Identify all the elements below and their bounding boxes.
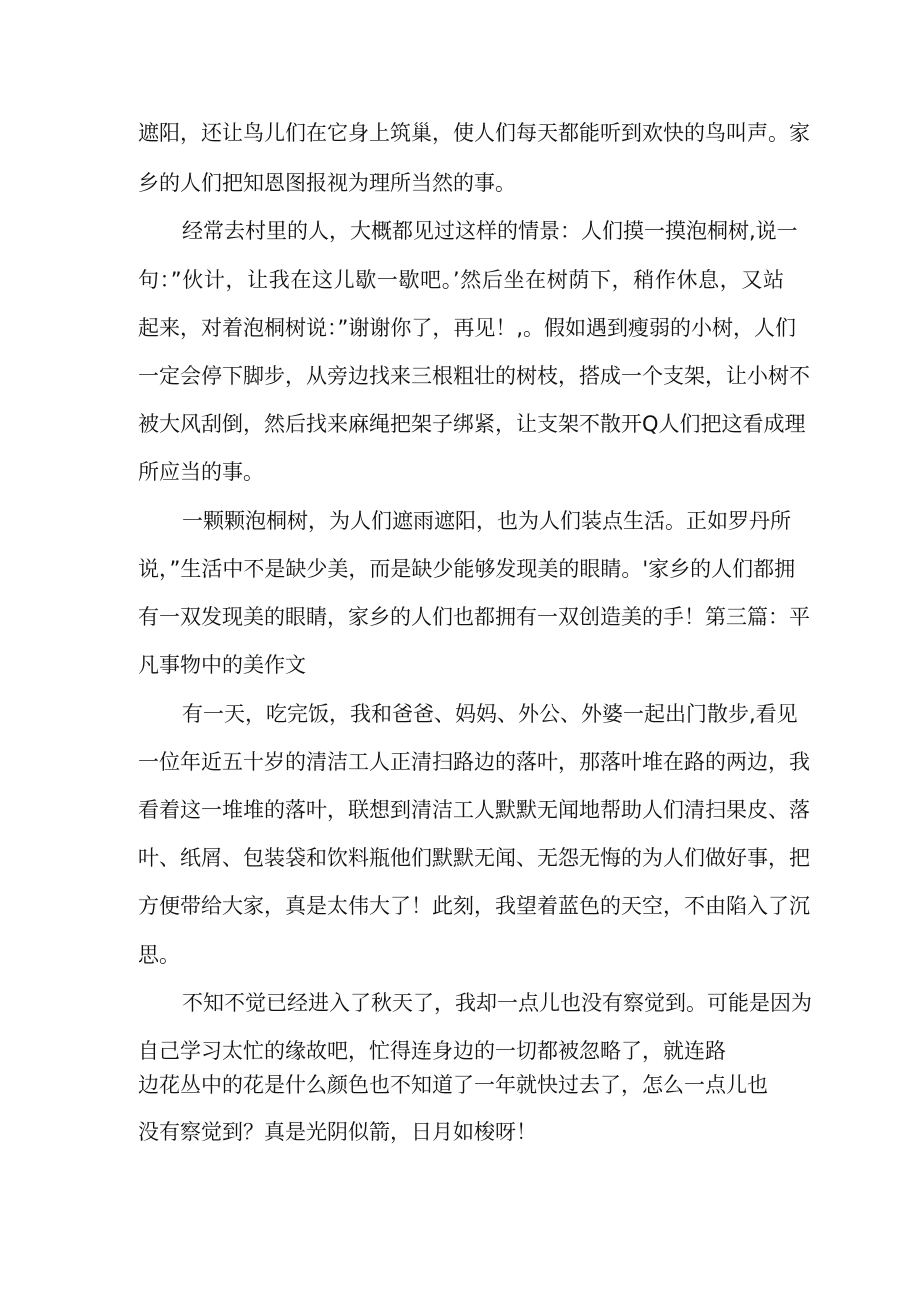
text-line: 边花丛中的花是什么颜色也不知道了一年就快过去了，怎么一点儿也 [138, 1073, 768, 1097]
text-line: 被大风刮倒，然后找来麻绳把架子绑紧，让支架不散开Q人们把这看成理 [138, 412, 806, 436]
paragraph-first-line: 经常去村里的人，大概都见过这样的情景：人们摸一摸泡桐树,说一 [182, 219, 798, 243]
text-line: 遮阳，还让鸟儿们在它身上筑巢，使人们每天都能听到欢快的鸟叫声。家 [138, 121, 810, 145]
paragraph-first-line: 一颗颗泡桐树，为人们遮雨遮阳，也为人们装点生活。正如罗丹所 [182, 509, 791, 533]
text-line: 一定会停下脚步，从旁边找来三根粗壮的树枝，搭成一个支架，让小树不 [138, 364, 810, 388]
text-line: 叶、纸屑、包装袋和饮料瓶他们默默无闻、无怨无悔的为人们做好事，把 [138, 846, 810, 870]
paragraph-first-line: 不知不觉已经进入了秋天了，我却一点儿也没有察觉到。可能是因为 [182, 991, 812, 1015]
text-line: 看着这一堆堆的落叶，联想到清洁工人默默无闻地帮助人们清扫果皮、落 [138, 798, 810, 822]
text-line: 说，”生活中不是缺少美，而是缺少能够发现美的眼睛。'家乡的人们都拥 [138, 557, 796, 581]
text-line: 凡事物中的美作文 [138, 653, 306, 677]
text-line: 句：”伙计，让我在这儿歇一歇吧。’然后坐在树荫下，稍作休息，又站 [138, 268, 784, 292]
text-line: 自己学习太忙的缘故吧，忙得连身边的一切都被忽略了，就连路 [138, 1039, 726, 1063]
text-line: 有一双发现美的眼睛，家乡的人们也都拥有一双创造美的手！第三篇：平 [138, 605, 810, 629]
text-line: 起来，对着泡桐树说：”谢谢你了，再见！,。假如遇到瘦弱的小树，人们 [138, 316, 797, 340]
text-line: 一位年近五十岁的清洁工人正清扫路边的落叶，那落叶堆在路的两边，我 [138, 750, 810, 774]
paragraph-first-line: 有一天，吃完饭，我和爸爸、妈妈、外公、外婆一起出门散步,看见 [182, 702, 798, 726]
text-line: 所应当的事。 [138, 460, 264, 484]
text-line: 乡的人们把知恩图报视为理所当然的事。 [138, 171, 516, 195]
text-line: 思。 [138, 943, 180, 967]
text-line: 没有察觉到？真是光阴似箭，日月如梭呀！ [138, 1120, 537, 1144]
text-line: 方便带给大家，真是太伟大了！此刻，我望着蓝色的天空，不由陷入了沉 [138, 894, 810, 918]
